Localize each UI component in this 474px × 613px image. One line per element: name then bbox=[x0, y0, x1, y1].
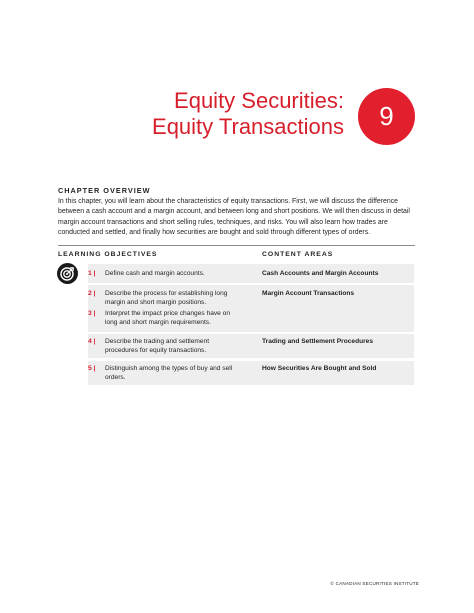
objective-item-1 bbox=[90, 269, 240, 278]
content-area-3: Trading and Settlement Procedures bbox=[262, 338, 374, 345]
objective-text: Distinguish among the types of buy and sell orders. bbox=[105, 365, 233, 382]
chapter-number-badge bbox=[358, 88, 415, 145]
objective-number: 4 | bbox=[88, 338, 96, 345]
objective-number: 3 | bbox=[88, 310, 96, 317]
content-area-2: Margin Account Transactions bbox=[262, 290, 355, 297]
chapter-overview-text: In this chapter, you will learn about the characteristics of equity transactions. First, we will discuss the difference between a cash account and a margin account, and between long and short positions. We will then discuss in detail margin account transactions and short selling rules, techniques, and risks. You will also learn how trades are conducted and settled, and finally how securities are bought and sold through different types of orders. bbox=[58, 198, 410, 237]
objective-text: Interpret the impact price changes have on long and short margin requirements. bbox=[105, 310, 230, 327]
objective-row-1 bbox=[88, 264, 414, 283]
content-area-1: Cash Accounts and Margin Accounts bbox=[262, 270, 379, 277]
objective-item-2 bbox=[90, 289, 240, 308]
chapter-number: 9 bbox=[379, 101, 394, 131]
objective-row-4 bbox=[88, 361, 414, 385]
target-icon bbox=[57, 263, 78, 284]
objective-number: 5 | bbox=[88, 365, 96, 372]
chapter-title-line1: Equity Securities: bbox=[174, 88, 344, 113]
objective-item-3 bbox=[90, 309, 240, 328]
content-area-4: How Securities Are Bought and Sold bbox=[262, 365, 377, 372]
objective-item-4 bbox=[90, 337, 240, 356]
objective-item-5 bbox=[90, 364, 240, 383]
objective-number: 1 | bbox=[88, 270, 96, 277]
content-areas-heading: CONTENT AREAS bbox=[262, 251, 334, 258]
section-divider bbox=[58, 245, 415, 246]
objective-row-3 bbox=[88, 334, 414, 358]
chapter-overview-heading: CHAPTER OVERVIEW bbox=[58, 186, 151, 195]
objective-text: Describe the trading and settlement procedures for equity transactions. bbox=[105, 338, 210, 355]
objective-text: Define cash and margin accounts. bbox=[105, 270, 205, 277]
objective-row-2 bbox=[88, 285, 414, 332]
objective-text: Describe the process for establishing long margin and short margin positions. bbox=[105, 290, 228, 307]
learning-objectives-heading: LEARNING OBJECTIVES bbox=[58, 251, 158, 258]
objective-number: 2 | bbox=[88, 290, 96, 297]
chapter-title-line2: Equity Transactions bbox=[152, 114, 344, 139]
copyright-footer: © CANADIAN SECURITIES INSTITUTE bbox=[330, 581, 419, 586]
chapter-title bbox=[152, 88, 344, 140]
